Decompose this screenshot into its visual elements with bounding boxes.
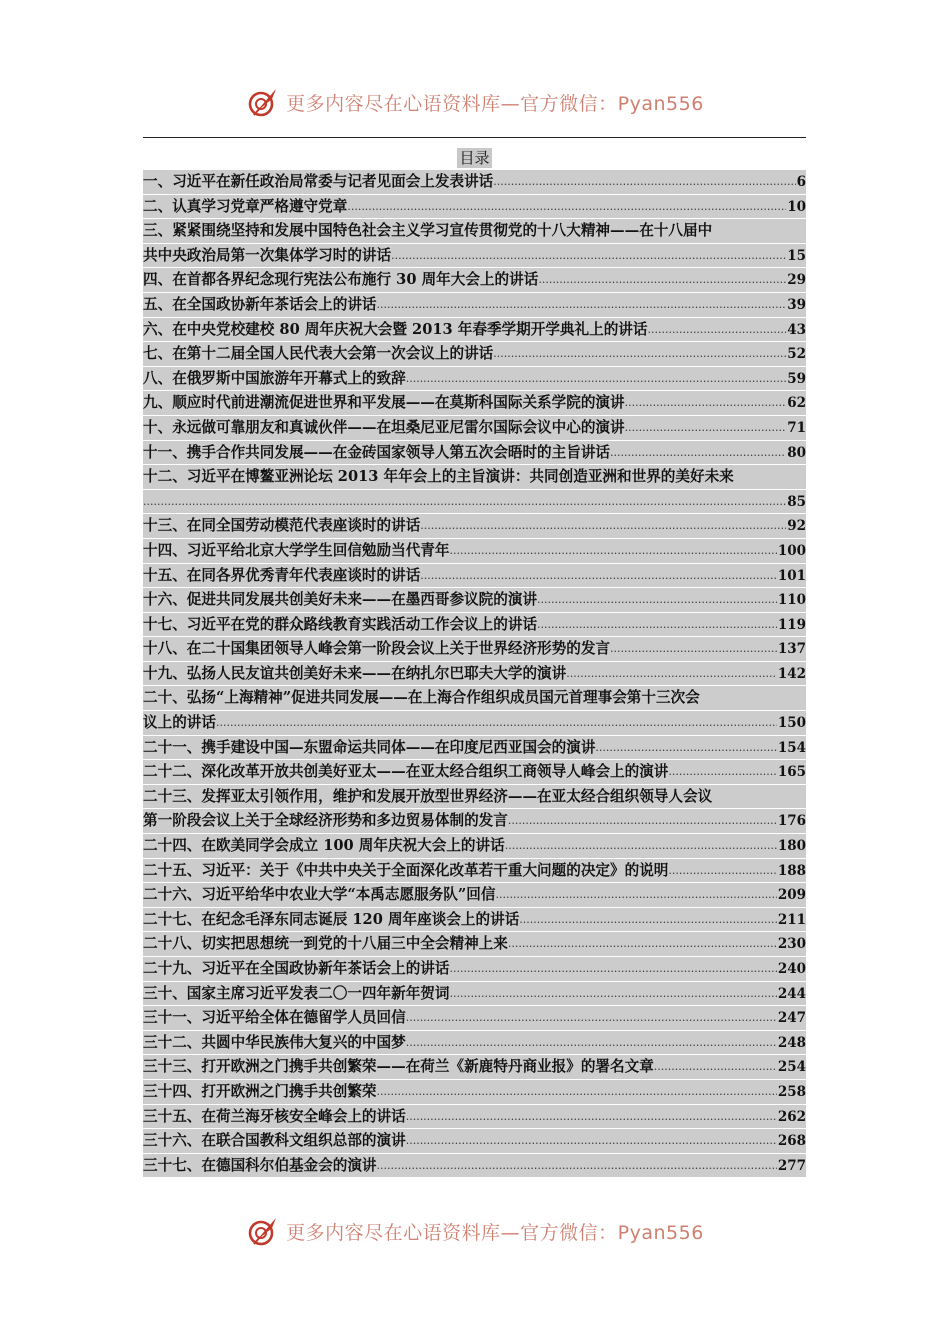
toc-entry[interactable] [143, 416, 806, 441]
toc-leader-dots [406, 1105, 777, 1130]
toc-leader-dots [610, 637, 777, 662]
toc-entry-title: 十二、习近平在博鳌亚洲论坛 2013 年年会上的主旨演讲：共同创造亚洲和世界的美好未来 [143, 468, 734, 486]
toc-entry[interactable] [143, 760, 806, 785]
toc-entry[interactable] [143, 539, 806, 564]
toc-leader-dots [668, 859, 776, 884]
toc-entry-page: 176 [777, 813, 806, 830]
toc-entry-title-cont: 共中央政治局第一次集体学习时的讲话 [143, 246, 392, 264]
toc-entry-page: 43 [787, 321, 806, 338]
toc-entry-title: 二十四、在欧美同学会成立 100 周年庆祝大会上的讲话 [143, 837, 505, 855]
toc-entry-title: 十七、习近平在党的群众路线教育实践活动工作会议上的讲话 [143, 615, 538, 633]
toc-entry[interactable] [143, 1105, 806, 1130]
toc-entry-continuation[interactable] [143, 711, 806, 736]
toc-entry[interactable] [143, 1031, 806, 1056]
toc-leader-dots [347, 195, 786, 220]
watermark-banner-bottom [0, 1211, 950, 1251]
toc-entry-title: 十九、弘扬人民友谊共创美好未来——在纳扎尔巴耶夫大学的演讲 [143, 664, 567, 682]
toc-entry-page: 6 [796, 174, 806, 190]
toc-entry-page: 244 [777, 985, 806, 1002]
toc-entry[interactable] [143, 736, 806, 761]
watermark-text: 更多内容尽在心语资料库—官方微信：Pyan556 [286, 1221, 704, 1244]
toc-entry-page: 254 [777, 1059, 806, 1076]
toc-leader-dots [406, 1031, 777, 1056]
toc-entry-page: 119 [777, 616, 806, 633]
toc-entry[interactable] [143, 834, 806, 859]
toc-entry[interactable] [143, 883, 806, 908]
toc-entry-page: 268 [777, 1133, 806, 1150]
toc-leader-dots [449, 957, 776, 982]
toc-entry-page: 248 [777, 1034, 806, 1051]
toc-leader-dots [420, 514, 786, 539]
toc-entry-title: 十一、携手合作共同发展——在金砖国家领导人第五次会晤时的主旨讲话 [143, 443, 611, 461]
toc-entry-page: 80 [787, 444, 806, 461]
toc-entry[interactable] [143, 613, 806, 638]
toc-leader-dots [537, 588, 777, 613]
toc-entry[interactable] [143, 367, 806, 392]
watermark-banner-top [0, 82, 950, 122]
header-rule [143, 137, 806, 138]
toc-entry-page: 52 [787, 346, 806, 363]
toc-entry-page: 165 [777, 764, 806, 781]
toc-entry-page: 247 [777, 1010, 806, 1027]
toc-entry[interactable] [143, 391, 806, 416]
toc-leader-dots [377, 1154, 777, 1179]
toc-entry-title: 十五、在同各界优秀青年代表座谈时的讲话 [143, 566, 421, 584]
toc-leader-dots [493, 170, 795, 195]
toc-entry[interactable] [143, 170, 806, 195]
toc-leader-dots [143, 490, 786, 515]
toc-entry-page: 180 [777, 838, 806, 855]
toc-entry-title: 三十四、打开欧洲之门携手共创繁荣 [143, 1082, 377, 1100]
toc-entry-title: 二十九、习近平在全国政协新年茶话会上的讲话 [143, 960, 450, 977]
toc-leader-dots [647, 318, 786, 343]
toc-entry[interactable] [143, 859, 806, 884]
toc-entry-page: 59 [787, 370, 806, 387]
toc-leader-dots [216, 711, 777, 736]
toc-entry[interactable] [143, 342, 806, 367]
toc-entry-title: 一、习近平在新任政治局常委与记者见面会上发表讲话 [143, 173, 494, 190]
toc-entry-title: 二十七、在纪念毛泽东同志诞辰 120 周年座谈会上的讲话 [143, 910, 520, 928]
toc-entry-title: 二、认真学习党章严格遵守党章 [143, 197, 348, 215]
toc-entry-page: 101 [777, 567, 806, 584]
toc-entry[interactable] [143, 982, 806, 1007]
toc-entry-page: 29 [787, 272, 806, 289]
toc-leader-dots [519, 908, 777, 933]
toc-entry-page: 62 [787, 395, 806, 412]
toc-entry[interactable] [143, 564, 806, 589]
toc-entry[interactable] [143, 1055, 806, 1080]
toc-entry[interactable] [143, 1154, 806, 1179]
toc-leader-dots [449, 539, 776, 564]
toc-entry-page: 277 [777, 1157, 806, 1174]
toc-entry-title: 二十一、携手建设中国—东盟命运共同体——在印度尼西亚国会的演讲 [143, 738, 596, 756]
toc-entry[interactable] [143, 1129, 806, 1154]
toc-entry-page: 100 [777, 542, 806, 559]
toc-entry[interactable] [143, 588, 806, 613]
toc-entry[interactable] [143, 219, 806, 244]
toc-entry-page: 188 [777, 862, 806, 879]
toc-entry-page: 209 [777, 887, 806, 904]
toc-entry-title: 二十六、习近平给华中农业大学“本禹志愿服务队”回信 [143, 886, 496, 904]
toc-entry-title: 三十三、打开欧洲之门携手共创繁荣——在荷兰《新鹿特丹商业报》的署名文章 [143, 1058, 654, 1076]
toc-entry[interactable] [143, 686, 806, 711]
toc-leader-dots [508, 932, 777, 957]
toc-leader-dots [625, 391, 787, 416]
toc-leader-dots [420, 564, 777, 589]
quill-logo-icon [246, 85, 280, 119]
toc-entry-title: 二十八、切实把思想统一到党的十八届三中全会精神上来 [143, 935, 508, 953]
toc-entry-page: 211 [777, 911, 806, 928]
toc-leader-dots [377, 293, 787, 318]
toc-entry[interactable] [143, 1080, 806, 1105]
toc-entry-page: 92 [787, 518, 806, 535]
toc-leader-dots [595, 736, 776, 761]
toc-entry[interactable] [143, 908, 806, 933]
toc-entry-continuation[interactable] [143, 809, 806, 834]
toc-entry[interactable] [143, 268, 806, 293]
toc-entry-page: 110 [777, 592, 806, 609]
toc-entry-title: 三十七、在德国科尔伯基金会的演讲 [143, 1156, 377, 1174]
toc-entry[interactable] [143, 957, 806, 982]
toc-entry-title: 二十二、深化改革开放共创美好亚太——在亚太经合组织工商领导人峰会上的演讲 [143, 763, 669, 781]
toc-entry[interactable] [143, 514, 806, 539]
toc-entry[interactable] [143, 662, 806, 687]
toc-entry-title: 七、在第十二届全国人民代表大会第一次会议上的讲话 [143, 345, 494, 363]
toc-entry[interactable] [143, 1006, 806, 1031]
toc-entry[interactable] [143, 932, 806, 957]
toc-entry-title: 三十一、习近平给全体在德留学人员回信 [143, 1009, 406, 1027]
toc-entry-page: 10 [787, 198, 806, 215]
toc-entry-page: 150 [777, 715, 806, 732]
toc-entry-title: 九、顺应时代前进潮流促进世界和平发展——在莫斯科国际关系学院的演讲 [143, 394, 625, 412]
table-of-contents [143, 170, 806, 1178]
toc-entry-page: 85 [787, 493, 806, 510]
toc-entry-title-cont: 第一阶段会议上关于全球经济形势和多边贸易体制的发言 [143, 812, 508, 830]
toc-entry-title-cont: 议上的讲话 [143, 714, 216, 732]
toc-entry-page: 230 [777, 936, 806, 953]
watermark-text: 更多内容尽在心语资料库—官方微信：Pyan556 [286, 92, 704, 115]
toc-leader-dots [508, 809, 777, 834]
toc-leader-dots [668, 760, 776, 785]
toc-entry[interactable] [143, 293, 806, 318]
toc-entry-title: 三十六、在联合国教科文组织总部的演讲 [143, 1132, 406, 1150]
toc-entry-title: 五、在全国政协新年茶话会上的讲话 [143, 295, 377, 313]
toc-leader-dots [537, 613, 777, 638]
toc-entry-page: 262 [777, 1108, 806, 1125]
toc-entry-title: 三、紧紧围绕坚持和发展中国特色社会主义学习宣传贯彻党的十八大精神——在十八届中 [143, 222, 713, 240]
toc-entry-page: 15 [787, 247, 806, 264]
toc-leader-dots [377, 1080, 777, 1105]
toc-leader-dots [505, 834, 777, 859]
toc-entry[interactable] [143, 785, 806, 810]
toc-entry-title: 八、在俄罗斯中国旅游年开幕式上的致辞 [143, 369, 406, 387]
toc-entry-title: 十四、习近平给北京大学学生回信勉励当代青年 [143, 541, 450, 559]
toc-heading [143, 148, 806, 168]
toc-entry-continuation[interactable] [143, 490, 806, 515]
toc-entry-title: 十六、促进共同发展共创美好未来——在墨西哥参议院的演讲 [143, 591, 538, 609]
toc-entry-title: 四、在首都各界纪念现行宪法公布施行 30 周年大会上的讲话 [143, 271, 539, 289]
toc-entry-page: 258 [777, 1083, 806, 1100]
toc-entry-title: 十、永远做可靠朋友和真诚伙伴——在坦桑尼亚尼雷尔国际会议中心的演讲 [143, 418, 625, 436]
toc-entry[interactable] [143, 318, 806, 343]
toc-leader-dots [391, 244, 786, 269]
toc-entry[interactable] [143, 441, 806, 466]
toc-leader-dots [610, 441, 786, 466]
toc-leader-dots [495, 883, 776, 908]
toc-entry-title: 三十、国家主席习近平发表二〇一四年新年贺词 [143, 984, 450, 1002]
toc-leader-dots [538, 268, 786, 293]
toc-entry-title: 二十、弘扬“上海精神”促进共同发展——在上海合作组织成员国元首理事会第十三次会 [143, 689, 700, 707]
toc-leader-dots [406, 367, 787, 392]
toc-entry-title: 十八、在二十国集团领导人峰会第一阶段会议上关于世界经济形势的发言 [143, 640, 611, 658]
toc-leader-dots [654, 1055, 777, 1080]
toc-entry-title: 十三、在同全国劳动模范代表座谈时的讲话 [143, 517, 421, 535]
toc-entry[interactable] [143, 195, 806, 220]
toc-entry-page: 71 [787, 419, 806, 436]
toc-entry-page: 137 [777, 641, 806, 658]
toc-entry-title: 三十二、共圆中华民族伟大复兴的中国梦 [143, 1033, 406, 1051]
toc-entry[interactable] [143, 465, 806, 490]
toc-leader-dots [625, 416, 787, 441]
toc-entry-page: 142 [777, 665, 806, 682]
toc-leader-dots [449, 982, 776, 1007]
toc-entry-page: 39 [787, 296, 806, 313]
toc-entry-title: 六、在中央党校建校 80 周年庆祝大会暨 2013 年春季学期开学典礼上的讲话 [143, 320, 648, 338]
toc-entry-title: 二十五、习近平：关于《中共中央关于全面深化改革若干重大问题的决定》的说明 [143, 861, 669, 879]
toc-entry-page: 240 [777, 961, 806, 977]
toc-leader-dots [493, 342, 786, 367]
toc-entry-title: 二十三、发挥亚太引领作用，维护和发展开放型世界经济——在亚太经合组织领导人会议 [143, 787, 713, 805]
toc-title: 目录 [459, 149, 490, 167]
toc-leader-dots [406, 1006, 777, 1031]
quill-logo-icon [246, 1214, 280, 1248]
toc-entry[interactable] [143, 637, 806, 662]
toc-leader-dots [406, 1129, 777, 1154]
toc-leader-dots [566, 662, 777, 687]
toc-entry-title: 三十五、在荷兰海牙核安全峰会上的讲话 [143, 1107, 406, 1125]
toc-entry-page: 154 [777, 739, 806, 756]
toc-entry-continuation[interactable] [143, 244, 806, 269]
